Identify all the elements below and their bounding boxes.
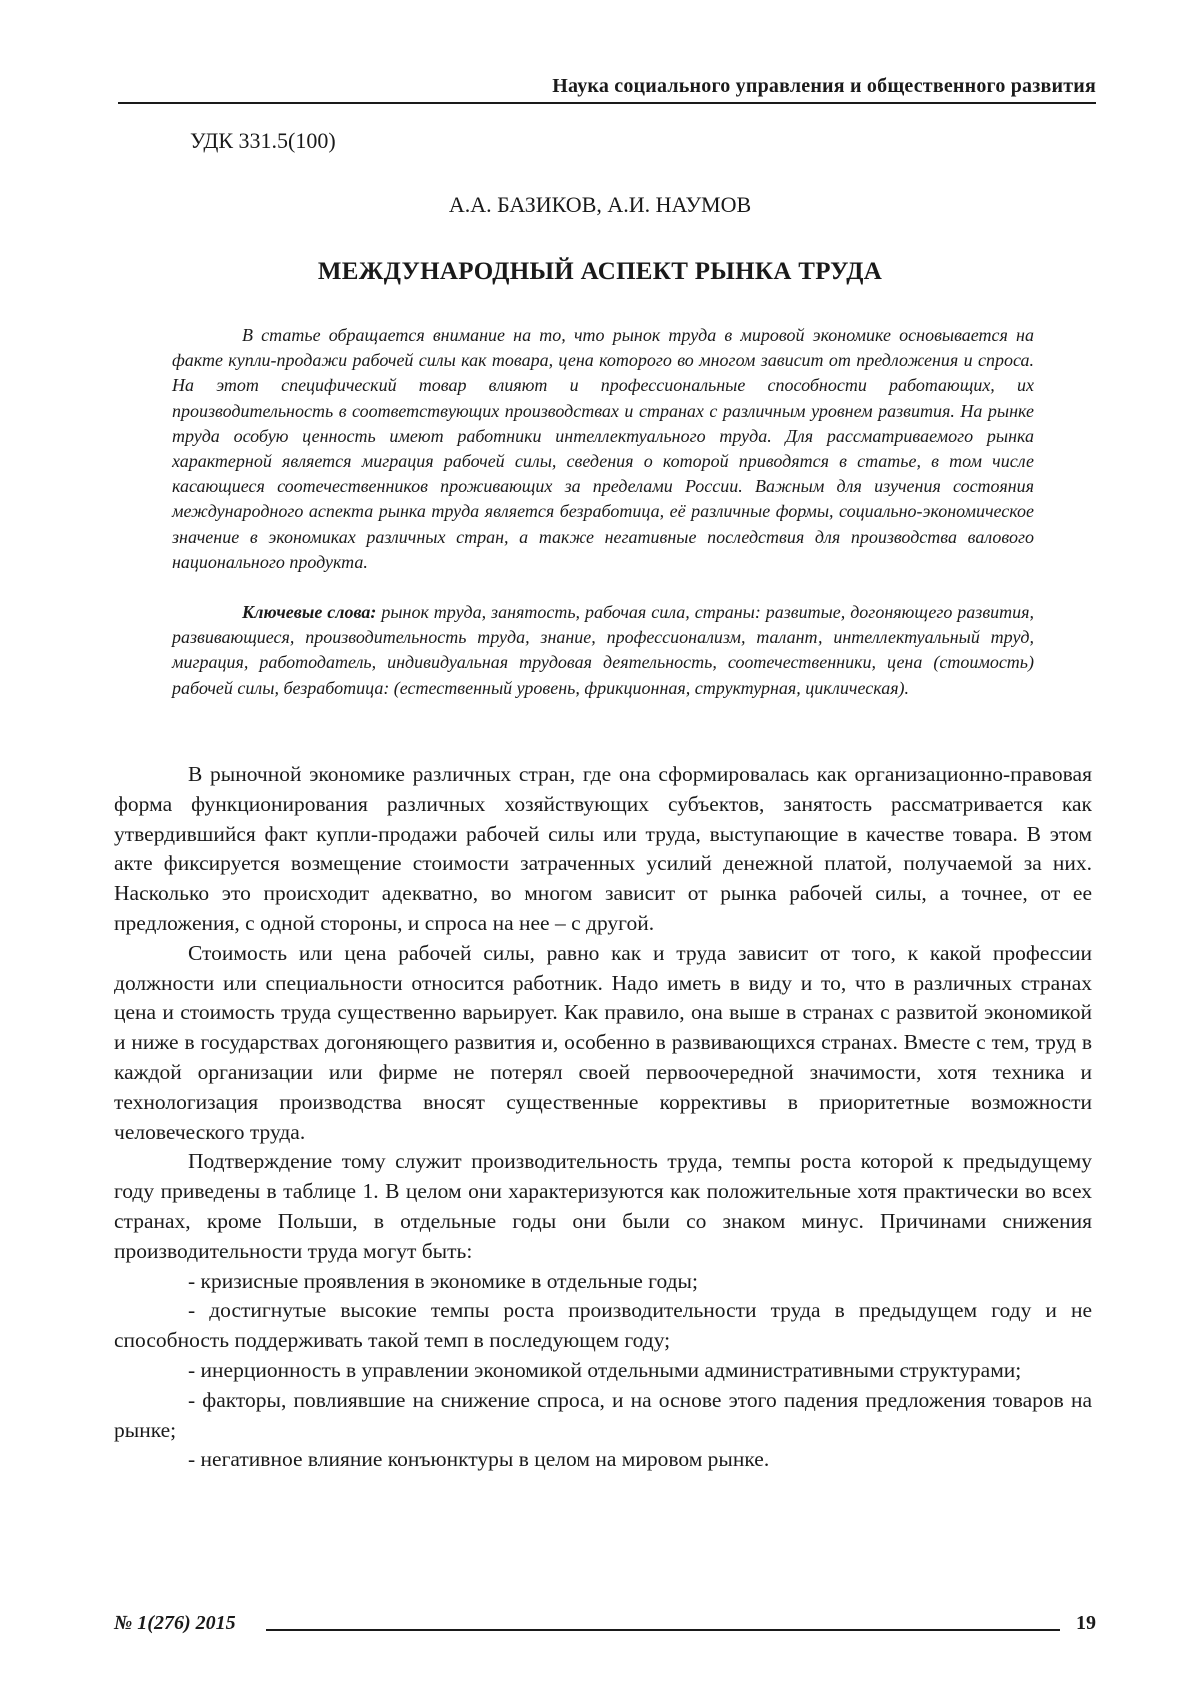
journal-title: Наука социального управления и общественного развития: [552, 75, 1096, 98]
list-item-crisis: - кризисные проявления в экономике в отдельные годы;: [114, 1267, 1092, 1297]
article-authors: А.А. БАЗИКОВ, А.И. НАУМОВ: [0, 192, 1200, 218]
running-header: [118, 72, 1096, 104]
page-footer: [114, 1612, 1096, 1642]
article-title: МЕЖДУНАРОДНЫЙ АСПЕКТ РЫНКА ТРУДА: [0, 258, 1200, 286]
issue-number: № 1(276) 2015: [114, 1612, 236, 1635]
list-item-high-growth: - достигнутые высокие темпы роста производительности труда в предыдущем году и не способность поддерживать такой темп в последующем году;: [114, 1296, 1092, 1356]
udk-code: УДК 331.5(100): [190, 128, 336, 154]
article-abstract: В статье обращается внимание на то, что рынок труда в мировой экономике основывается на факте купли-продажи рабочей силы как товара, цена которого во многом зависит от предложения и спроса. На этот специфический товар влияют и профессиональные способности работающих, их производительность в соответствующих производствах и странах с различным уровнем развития. На рынке труда особую ценность имеют работники интеллектуального труда. Для рассматриваемого рынка характерной является миграция рабочей силы, сведения о которой приводятся в статье, в том числе касающиеся соотечественников проживающих за пределами России. Важным для изучения состояния международного аспекта рынка труда является безработица, её различные формы, социально-экономическое значение в экономиках различных стран, а также негативные последствия для производства валового национального продукта.: [172, 323, 1034, 575]
keywords-text: рынок труда, занятость, рабочая сила, страны: развитые, догоняющего развития, развивающиеся, производительность труда, знание, профессионализм, талант, интеллектуальный труд, миграция, работодатель, индивидуальная трудовая деятельность, соотечественники, цена (стоимость) рабочей силы, безработица: (естественный уровень, фрикционная, структурная, циклическая).: [172, 602, 1034, 698]
page-number: 19: [1076, 1612, 1096, 1635]
article-body: [114, 760, 1092, 1475]
list-item-inertia: - инерционность в управлении экономикой отдельными административными структурами;: [114, 1356, 1092, 1386]
footer-rule: [266, 1629, 1060, 1631]
journal-page: [0, 0, 1200, 1698]
body-paragraph-3: Подтверждение тому служит производительность труда, темпы роста которой к предыдущему году приведены в таблице 1. В целом они характеризуются как положительные хотя практически во всех странах, кроме Польши, в отдельные годы они были со знаком минус. Причинами снижения производительности труда могут быть:: [114, 1147, 1092, 1266]
article-keywords: [172, 600, 1034, 701]
keywords-label: Ключевые слова:: [242, 602, 376, 622]
body-paragraph-1: В рыночной экономике различных стран, где она сформировалась как организационно-правовая форма функционирования различных хозяйствующих субъектов, занятость рассматривается как утвердившийся факт купли-продажи рабочей силы или труда, выступающие в качестве товара. В этом акте фиксируется возмещение стоимости затраченных усилий денежной платой, получаемой за них. Насколько это происходит адекватно, во многом зависит от рынка рабочей силы, а точнее, от ее предложения, с одной стороны, и спроса на нее – с другой.: [114, 760, 1092, 939]
body-paragraph-2: Стоимость или цена рабочей силы, равно как и труда зависит от того, к какой профессии должности или специальности относится работник. Надо иметь в виду и то, что в различных странах цена и стоимость труда существенно варьирует. Как правило, она выше в странах с развитой экономикой и ниже в государствах догоняющего развития и, особенно в развивающихся странах. Вместе с тем, труд в каждой организации или фирме не потерял своей первоочередной значимости, хотя техника и технологизация производства вносят существенные коррективы в приоритетные возможности человеческого труда.: [114, 939, 1092, 1148]
list-item-demand-factors: - факторы, повлиявшие на снижение спроса, и на основе этого падения предложения товаров на рынке;: [114, 1386, 1092, 1446]
list-item-market-conditions: - негативное влияние конъюнктуры в целом на мировом рынке.: [114, 1445, 1092, 1475]
